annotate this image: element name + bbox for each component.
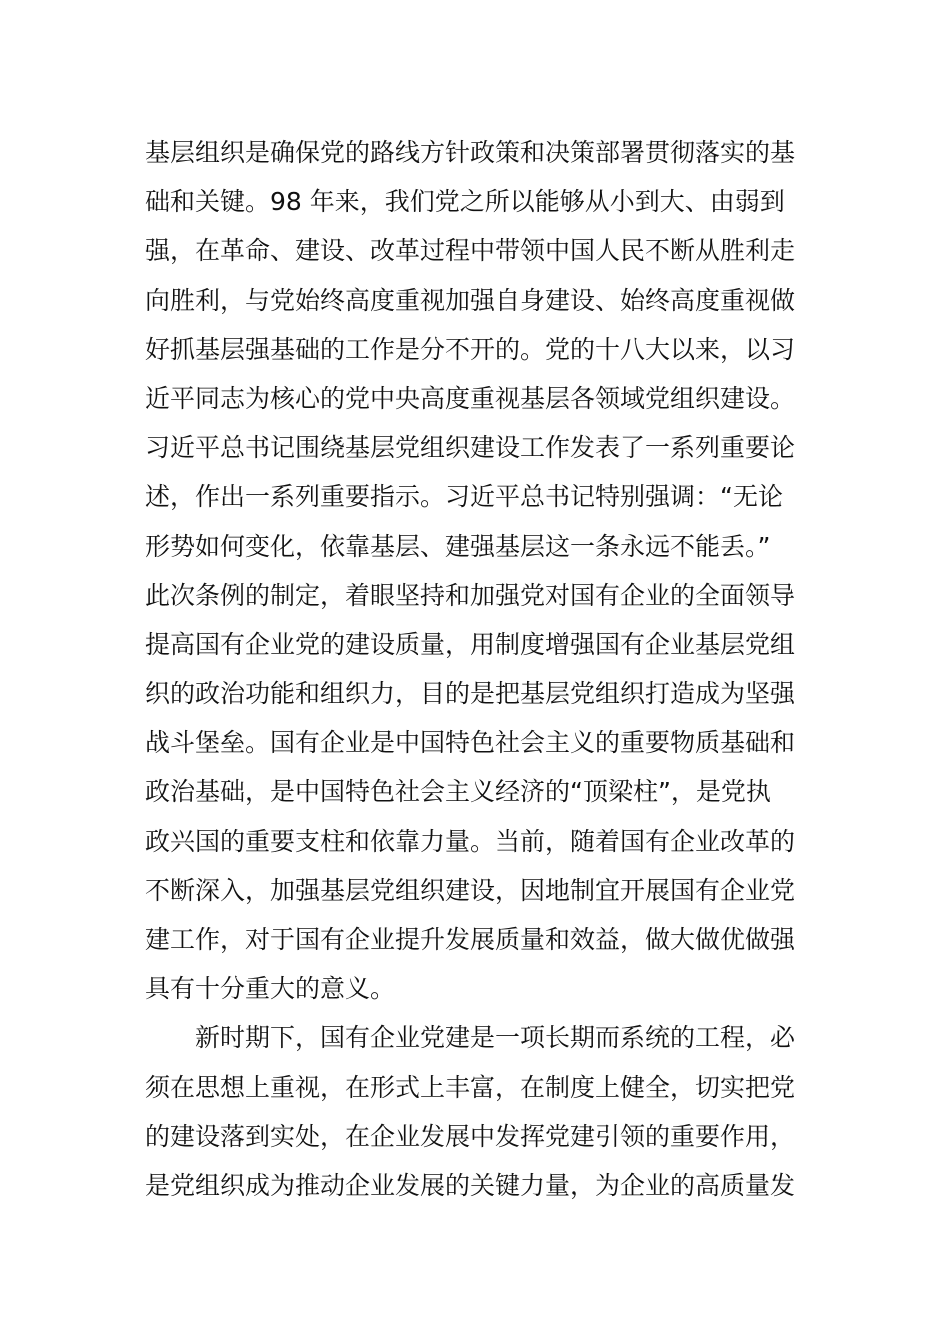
paragraph-2 xyxy=(145,1013,815,1210)
text-line: 的建设落到实处，在企业发展中发挥党建引领的重要作用， xyxy=(145,1121,796,1151)
text-line: 述，作出一系列重要指示。习近平总书记特别强调：“无论 xyxy=(145,482,783,512)
text-line: 向胜利，与党始终高度重视加强自身建设、始终高度重视做 xyxy=(145,285,796,315)
text-line: 织的政治功能和组织力，目的是把基层党组织打造成为坚强 xyxy=(145,679,796,709)
text-line: 建工作，对于国有企业提升发展质量和效益，做大做优做强 xyxy=(145,925,796,954)
text-line: 习近平总书记围绕基层党组织建设工作发表了一系列重要论 xyxy=(145,433,796,463)
text-line: 强，在革命、建设、改革过程中带领中国人民不断从胜利走 xyxy=(145,236,796,266)
text-line: 好抓基层强基础的工作是分不开的。党的十八大以来，以习 xyxy=(145,334,796,364)
text-line: 战斗堡垒。国有企业是中国特色社会主义的重要物质基础和 xyxy=(145,728,796,758)
text-line: 不断深入，加强基层党组织建设，因地制宜开展国有企业党 xyxy=(145,875,796,905)
text-line: 政治基础，是中国特色社会主义经济的“顶梁柱”，是党执 xyxy=(145,777,771,807)
text-line: 政兴国的重要支柱和依靠力量。当前，随着国有企业改革的 xyxy=(145,826,796,856)
text-line: 提高国有企业党的建设质量，用制度增强国有企业基层党组 xyxy=(145,629,796,659)
text-line: 近平同志为核心的党中央高度重视基层各领域党组织建设。 xyxy=(145,383,796,413)
text-line: 须在思想上重视，在形式上丰富，在制度上健全，切实把党 xyxy=(145,1072,796,1102)
text-line: 具有十分重大的意义。 xyxy=(145,974,396,1004)
text-line: 此次条例的制定，着眼坚持和加强党对国有企业的全面领导 xyxy=(145,580,796,610)
paragraph-1 xyxy=(145,128,815,1013)
text-line: 新时期下，国有企业党建是一项长期而系统的工程，必 xyxy=(195,1023,796,1053)
text-line: 础和关键。98 年来，我们党之所以能够从小到大、由弱到 xyxy=(145,187,785,217)
text-line: 形势如何变化，依靠基层、建强基层这一条永远不能丢。” xyxy=(145,531,771,561)
text-line: 基层组织是确保党的路线方针政策和决策部署贯彻落实的基 xyxy=(145,138,796,167)
text-line: 是党组织成为推动企业发展的关键力量，为企业的高质量发 xyxy=(145,1170,796,1200)
document-body xyxy=(145,128,815,1210)
